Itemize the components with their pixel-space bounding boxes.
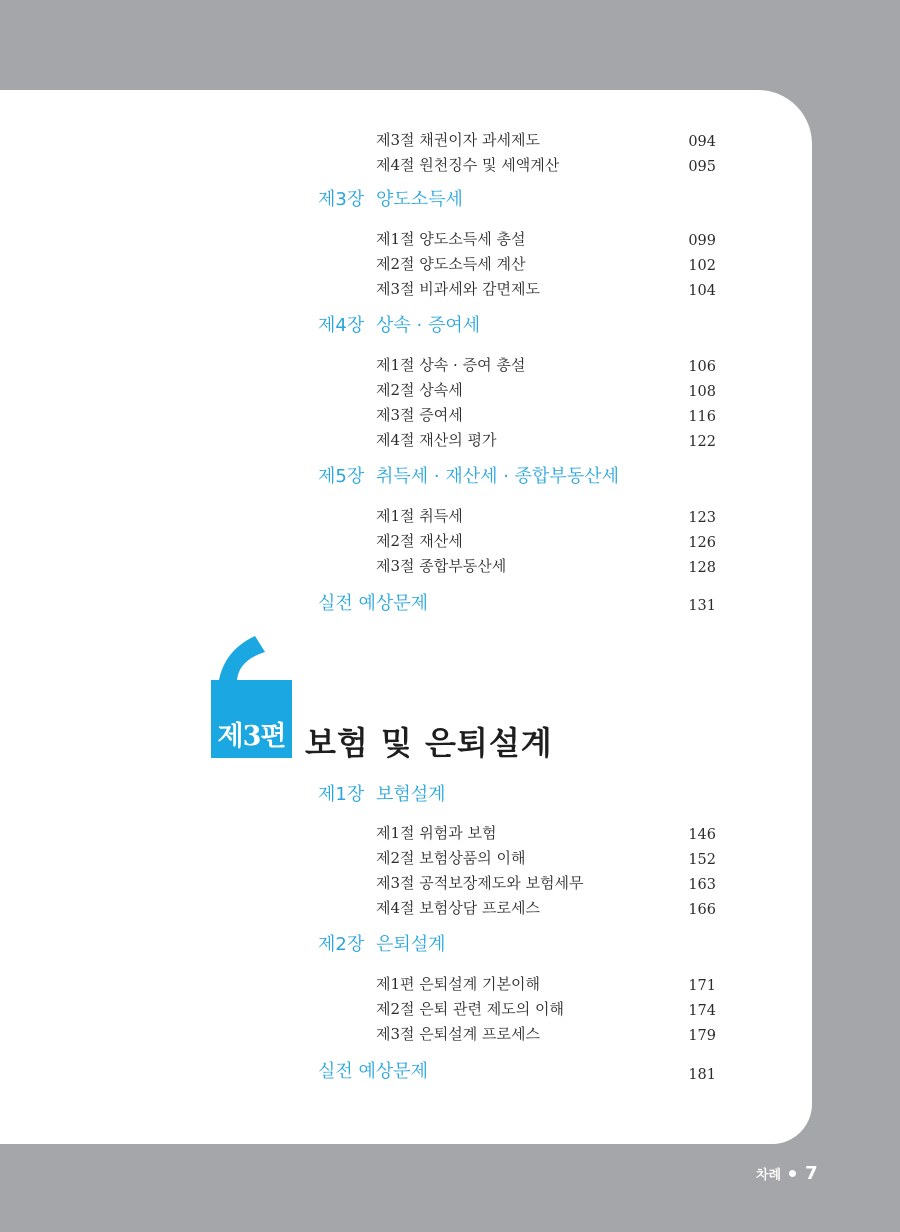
section-title: 제4절 재산의 평가 [376, 431, 497, 449]
section-title: 제2절 은퇴 관련 제도의 이해 [376, 1000, 565, 1018]
section-title: 제1절 위험과 보험 [376, 824, 497, 842]
page-number: 152 [688, 852, 716, 868]
chapter-heading[interactable] [318, 783, 446, 811]
page-footer [756, 1163, 818, 1184]
bullet-dot-icon [789, 1170, 796, 1177]
chapter-title: 취득세 · 재산세 · 종합부동산세 [376, 466, 619, 487]
quote-mark-icon [215, 636, 270, 684]
toc-entry[interactable] [0, 380, 900, 406]
page-number: 163 [688, 877, 716, 893]
chapter-title: 보험설계 [376, 784, 446, 805]
toc-entry[interactable] [0, 229, 900, 255]
toc-entry[interactable] [0, 355, 900, 381]
section-title: 제3절 증여세 [376, 406, 463, 424]
chapter-heading[interactable] [318, 314, 480, 342]
footer-page-number: 7 [805, 1163, 818, 1184]
section-title: 제4절 보험상담 프로세스 [376, 899, 540, 917]
chapter-number: 제4장 [318, 315, 365, 336]
chapter-number: 제1장 [318, 784, 365, 805]
practice-title: 실전 예상문제 [318, 593, 429, 614]
page-number: 131 [688, 598, 716, 614]
page-number: 174 [688, 1003, 716, 1019]
chapter-number: 제5장 [318, 466, 365, 487]
practice-title: 실전 예상문제 [318, 1061, 429, 1082]
footer-label: 차례 [756, 1168, 782, 1183]
practice-page-row [0, 1063, 900, 1089]
page-number: 179 [688, 1028, 716, 1044]
toc-entry[interactable] [0, 974, 900, 1000]
toc-entry[interactable] [0, 556, 900, 582]
page-number: 122 [688, 434, 716, 450]
section-title: 제3절 공적보장제도와 보험세무 [376, 874, 584, 892]
section-title: 제1절 취득세 [376, 507, 463, 525]
section-title: 제1절 양도소득세 총설 [376, 230, 526, 248]
section-title: 제2절 보험상품의 이해 [376, 849, 526, 867]
chapter-title: 양도소득세 [376, 189, 463, 210]
page-number: 099 [688, 233, 716, 249]
toc-entry[interactable] [0, 506, 900, 532]
toc-entry[interactable] [0, 873, 900, 899]
practice-page-row [0, 594, 900, 620]
section-title: 제1편 은퇴설계 기본이해 [376, 975, 540, 993]
section-title: 제2절 재산세 [376, 532, 463, 550]
toc-entry[interactable] [0, 155, 900, 181]
toc-entry[interactable] [0, 430, 900, 456]
toc-entry[interactable] [0, 279, 900, 305]
toc-entry[interactable] [0, 531, 900, 557]
section-title: 제3절 채권이자 과세제도 [376, 131, 540, 149]
chapter-number: 제2장 [318, 934, 365, 955]
page-number: 128 [688, 560, 716, 576]
page-number: 146 [688, 827, 716, 843]
chapter-title: 상속 · 증여세 [376, 315, 481, 336]
toc-entry[interactable] [0, 898, 900, 924]
toc-entry[interactable] [0, 1024, 900, 1050]
section-title: 제4절 원천징수 및 세액계산 [376, 156, 560, 174]
section-title: 제2절 양도소득세 계산 [376, 255, 526, 273]
part-title[interactable]: 보험 및 은퇴설계 [305, 724, 553, 762]
chapter-heading[interactable] [318, 465, 619, 493]
page-number: 116 [688, 409, 716, 425]
chapter-heading[interactable] [318, 188, 463, 216]
section-title: 제1절 상속 · 증여 총설 [376, 356, 526, 374]
page-number: 104 [688, 283, 716, 299]
chapter-number: 제3장 [318, 189, 365, 210]
page-number: 123 [688, 510, 716, 526]
toc-entry[interactable] [0, 848, 900, 874]
part-number: 제3편 [217, 721, 286, 752]
page-number: 108 [688, 384, 716, 400]
toc-entry[interactable] [0, 254, 900, 280]
part-tab [211, 680, 292, 758]
section-title: 제3절 비과세와 감면제도 [376, 280, 540, 298]
page-number: 126 [688, 535, 716, 551]
page-number: 106 [688, 359, 716, 375]
chapter-heading[interactable] [318, 933, 446, 961]
chapter-title: 은퇴설계 [376, 934, 446, 955]
page-number: 095 [688, 159, 716, 175]
page-number: 171 [688, 978, 716, 994]
page-number: 166 [688, 902, 716, 918]
toc-entry[interactable] [0, 405, 900, 431]
toc-entry[interactable] [0, 999, 900, 1025]
page-number: 094 [688, 134, 716, 150]
section-title: 제3절 종합부동산세 [376, 557, 507, 575]
toc-entry[interactable] [0, 130, 900, 156]
section-title: 제2절 상속세 [376, 381, 463, 399]
section-title: 제3절 은퇴설계 프로세스 [376, 1025, 540, 1043]
page-number: 181 [688, 1067, 716, 1083]
toc-entry[interactable] [0, 823, 900, 849]
page-number: 102 [688, 258, 716, 274]
